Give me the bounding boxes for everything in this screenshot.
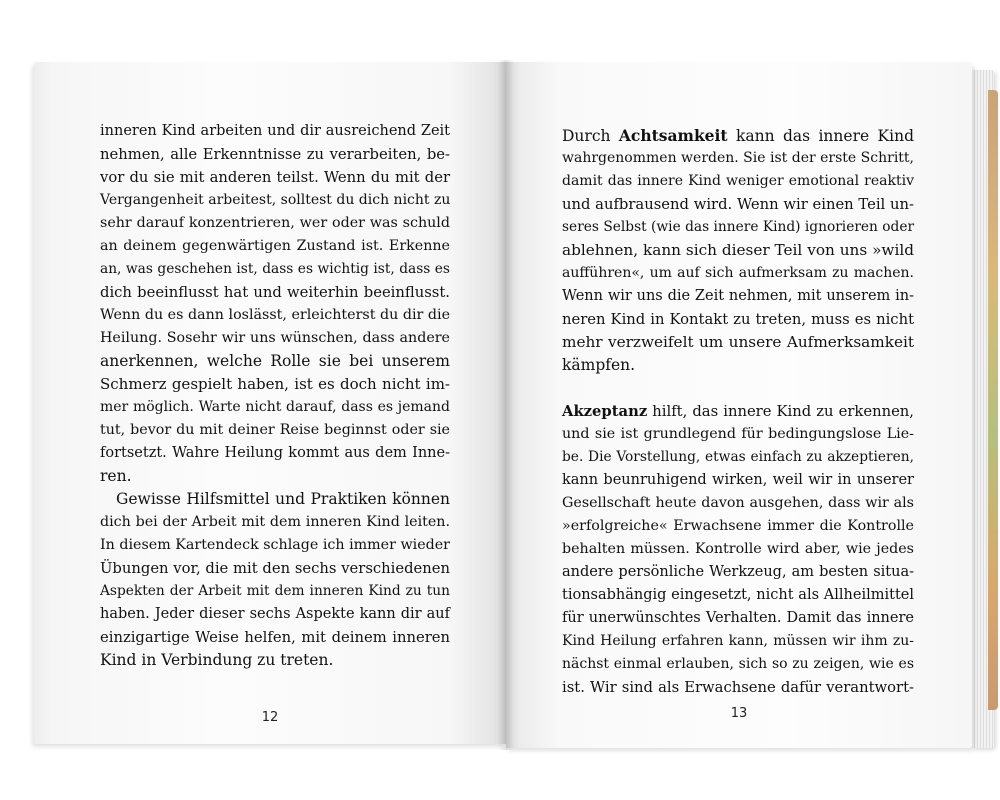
text-line: Vergangenheit arbeitest, solltest du dich nicht zu — [100, 192, 451, 208]
text-line: damit das innere Kind weniger emotional reaktiv — [562, 173, 914, 189]
right-page-text — [562, 124, 914, 699]
text-line: Gewisse Hilfsmittel und Praktiken können — [116, 490, 450, 508]
text-line: tut, bevor du mit deiner Reise beginnst oder sie — [100, 422, 450, 438]
text-line: Gesellschaft heute davon ausgehen, dass wir als — [562, 495, 914, 511]
text-line: »erfolgreiche« Erwachsene immer die Kontrolle — [562, 518, 914, 534]
paragraph-lead: Durch — [562, 127, 619, 145]
text-line: wahrgenommen werden. Sie ist der erste Schritt, — [562, 150, 914, 166]
text-line: vor du sie mit anderen teilst. Wenn du mit der — [100, 169, 450, 186]
text-line: mehr verzweifelt um unsere Aufmerksamkeit — [562, 333, 914, 351]
keyword-akzeptanz: Akzeptanz — [562, 403, 648, 420]
text-line: an, was geschehen ist, dass es wichtig ist, dass es — [100, 261, 450, 277]
paragraph-rest: hilft, das innere Kind zu erkennen, — [647, 403, 914, 420]
text-line: andere persönliche Werkzeug, am besten situa- — [562, 564, 914, 580]
text-line: dich beeinflusst hat und weiterhin beeinflusst. — [100, 284, 450, 301]
text-line: ist. Wir sind als Erwachsene dafür verantwort- — [562, 679, 914, 696]
text-line: und sie ist grundlegend für bedingungslose Lie- — [562, 426, 914, 442]
book-gutter — [498, 60, 514, 750]
text-line: nehmen, alle Erkenntnisse zu verarbeiten, be- — [100, 146, 450, 163]
text-line: Wenn du es dann loslässt, erleichterst du dir die — [100, 307, 450, 323]
text-line: seres Selbst (wie das innere Kind) ignorieren oder — [562, 219, 915, 235]
text-line: haben. Jeder dieser sechs Aspekte kann dir auf — [100, 606, 450, 622]
paragraph-first-line — [562, 124, 914, 147]
text-line: und aufbrausend wird. Wenn wir einen Teil un- — [562, 196, 914, 213]
text-line: ablehnen, kann sich dieser Teil von uns »wild — [562, 241, 914, 259]
left-page-text — [100, 120, 450, 672]
text-line: aufführen«, um auf sich aufmerksam zu machen. — [562, 265, 914, 281]
left-page — [34, 62, 506, 744]
text-line: Wenn wir uns die Zeit nehmen, mit unserem in- — [562, 288, 914, 304]
paragraph-first-line — [562, 400, 914, 423]
book-cover-edge — [988, 90, 998, 710]
text-line: sehr darauf konzentrieren, wer oder was schuld — [100, 215, 450, 231]
text-line: an deinem gegenwärtigen Zustand ist. Erkenne — [100, 238, 450, 254]
text-line: Übungen vor, die mit den sechs verschiedenen — [100, 560, 450, 577]
text-line: Heilung. Sosehr wir uns wünschen, dass andere — [100, 330, 450, 346]
text-line: Kind Heilung erfahren kann, müssen wir ihm zu- — [562, 633, 914, 649]
text-line: neren Kind in Kontakt zu treten, muss es nicht — [562, 311, 914, 328]
right-page — [506, 62, 972, 748]
text-line: ren. — [100, 467, 132, 485]
text-line: für unerwünschtes Verhalten. Damit das innere — [562, 610, 914, 626]
text-line: inneren Kind arbeiten und dir ausreichend Zeit — [100, 123, 450, 139]
text-line: einzigartige Weise helfen, mit deinem inneren — [100, 629, 450, 646]
text-line: kann beunruhigend wirken, weil wir in unserer — [562, 472, 914, 488]
text-line: be. Die Vorstellung, etwas einfach zu akzeptieren, — [562, 449, 914, 465]
text-line: mer möglich. Warte nicht darauf, dass es jemand — [100, 399, 450, 415]
text-line: behalten müssen. Kontrolle wird aber, wie jedes — [562, 541, 914, 557]
text-line: In diesem Kartendeck schlage ich immer wieder — [100, 537, 450, 553]
paragraph-rest: kann das innere Kind — [727, 127, 914, 145]
text-line: Schmerz gespielt haben, ist es doch nicht im- — [100, 375, 450, 393]
text-line: fortsetzt. Wahre Heilung kommt aus dem Inne- — [100, 445, 450, 461]
text-line: nächst einmal erlauben, sich so zu zeigen, wie es — [562, 656, 914, 672]
text-line: Kind in Verbindung zu treten. — [100, 651, 334, 669]
page-number: 12 — [261, 710, 279, 725]
keyword-achtsamkeit: Achtsamkeit — [618, 126, 728, 145]
text-line: dich bei der Arbeit mit dem inneren Kind leiten. — [100, 514, 450, 530]
page-number: 13 — [730, 706, 748, 721]
text-line: tionsabhängig eingesetzt, nicht als Allheilmittel — [562, 587, 914, 603]
text-line: kämpfen. — [562, 356, 636, 374]
text-line: Aspekten der Arbeit mit dem inneren Kind zu tun — [100, 583, 450, 599]
text-line: anerkennen, welche Rolle sie bei unserem — [100, 352, 450, 370]
paragraph-gap — [562, 377, 914, 400]
